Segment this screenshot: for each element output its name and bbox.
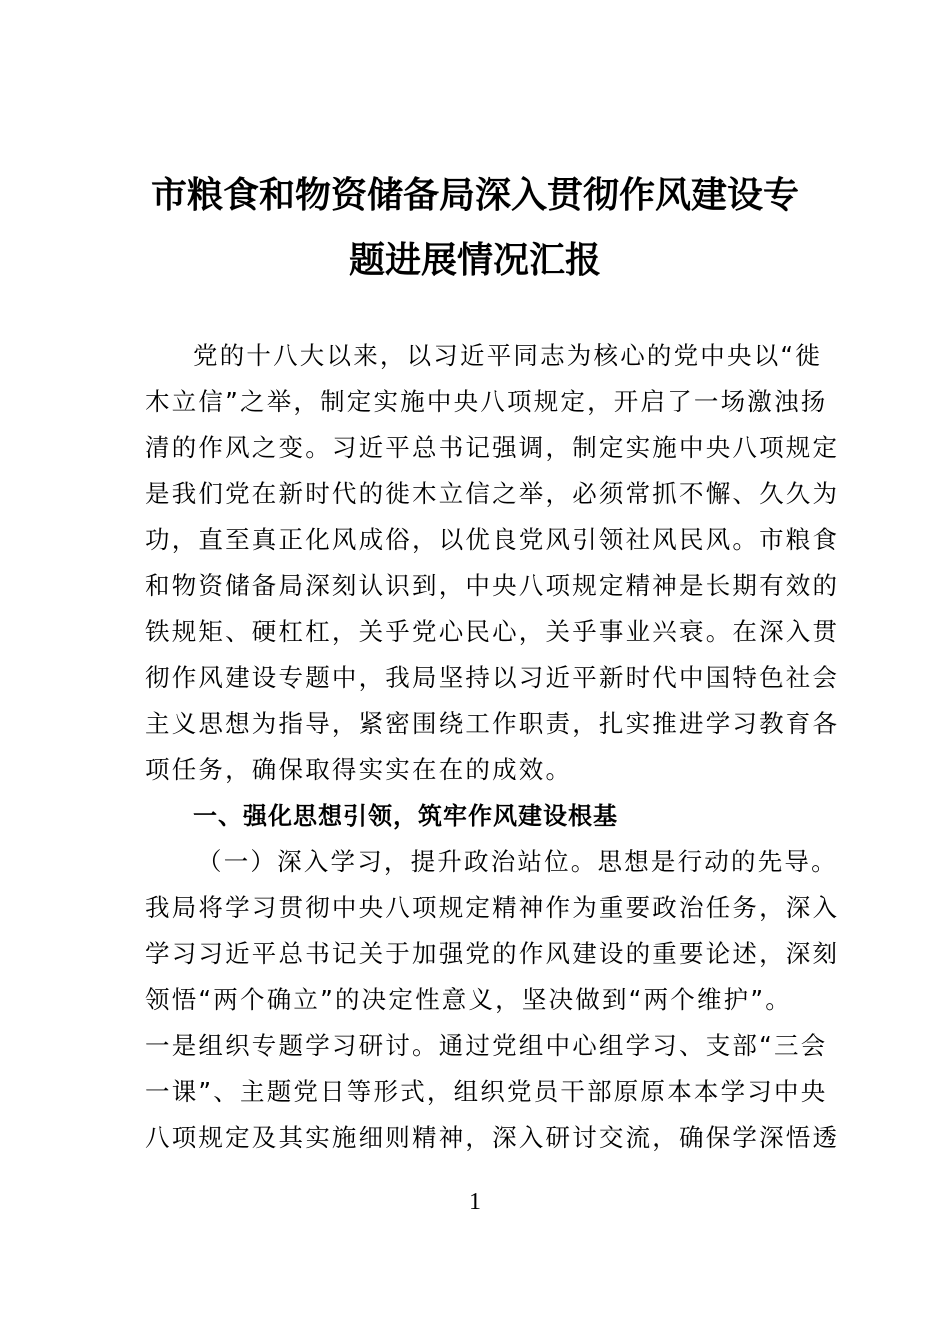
document-title-line-1: 市粮食和物资储备局深入贯彻作风建设专 (150, 174, 799, 216)
text-line: 和物资储备局深刻认识到，中央八项规定精神是长期有效的 (145, 571, 840, 600)
text-line: 彻作风建设专题中，我局坚持以习近平新时代中国特色社会 (145, 663, 840, 692)
text-line: 一是组织专题学习研讨。通过党组中心组学习、支部“三会 (145, 1031, 828, 1060)
document-title-line-2: 题进展情况汇报 (348, 239, 601, 281)
text-line: 项任务，确保取得实实在在的成效。 (145, 755, 573, 784)
section-heading-1: 一、强化思想引领，筑牢作风建设根基 (193, 802, 618, 830)
text-line: 主义思想为指导，紧密围绕工作职责，扎实推进学习教育各 (145, 709, 840, 738)
text-line: 功，直至真正化风成俗，以优良党风引领社风民风。市粮食 (145, 525, 840, 554)
text-line: 学习习近平总书记关于加强党的作风建设的重要论述，深刻 (145, 939, 840, 968)
text-line: 八项规定及其实施细则精神，深入研讨交流，确保学深悟透 (145, 1123, 840, 1152)
page-number: 1 (469, 1189, 481, 1215)
text-line: 党的十八大以来，以习近平同志为核心的党中央以“徙 (193, 341, 822, 370)
text-line: 铁规矩、硬杠杠，关乎党心民心，关乎事业兴衰。在深入贯 (145, 617, 840, 646)
text-line: 清的作风之变。习近平总书记强调，制定实施中央八项规定 (145, 433, 840, 462)
text-line: 木立信”之举，制定实施中央八项规定，开启了一场激浊扬 (145, 387, 828, 416)
text-line: 我局将学习贯彻中央八项规定精神作为重要政治任务，深入 (145, 893, 840, 922)
text-line: 领悟“两个确立”的决定性意义，坚决做到“两个维护”。 (145, 985, 792, 1014)
text-line: （一）深入学习，提升政治站位。思想是行动的先导。 (197, 847, 838, 876)
text-line: 一课”、主题党日等形式，组织党员干部原原本本学习中央 (145, 1077, 828, 1106)
text-line: 是我们党在新时代的徙木立信之举，必须常抓不懈、久久为 (145, 479, 840, 508)
